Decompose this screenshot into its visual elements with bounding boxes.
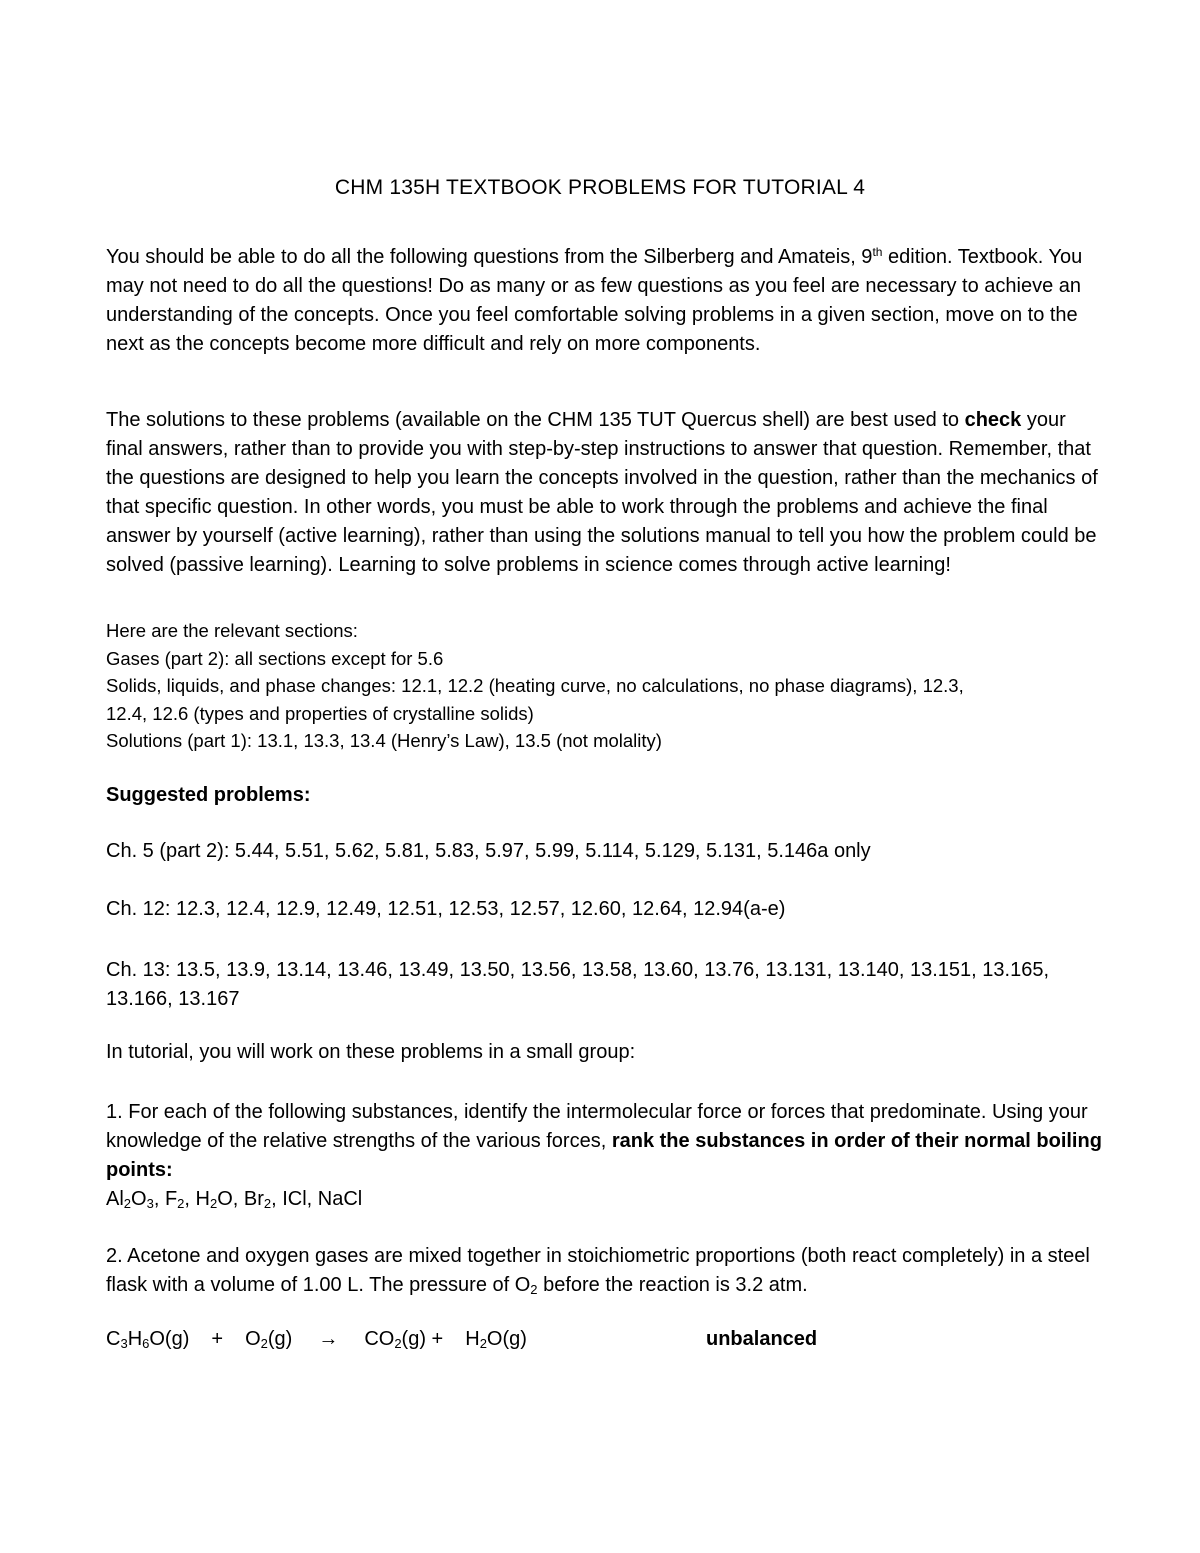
suggested-heading: Suggested problems: [106, 784, 311, 806]
formula-part: O [245, 1328, 261, 1350]
formula-part: C [106, 1328, 121, 1350]
formula-part: , F [153, 1188, 178, 1210]
formula-sub: 3 [120, 1336, 128, 1351]
formula-part: H [465, 1328, 480, 1350]
section-line: Solids, liquids, and phase changes: 12.1, 12.2 (heating curve, no calculations, no phase diagrams), 12.3, [106, 675, 964, 696]
reaction-equation [106, 1328, 1106, 1351]
product-co2 [364, 1328, 443, 1351]
solutions-text-b: your final answers, rather than to provide you with step-by-step instructions to answer that question. Remember, that the questions are designed to help you learn the concepts involved in the question, rather than the mechanics of that specific question. In other words, you must be able to work through the problems and achieve the final answer by yourself (active learning), rather than using the solutions manual to tell you how the problem could be solved (passive learning). Learning to solve problems in science comes through active learning! [106, 409, 1098, 576]
question-2 [106, 1242, 1106, 1300]
formula-part: (g) [267, 1328, 293, 1350]
formula-sub: 2 [394, 1336, 402, 1351]
relevant-sections [106, 617, 1106, 755]
section-line: Solutions (part 1): 13.1, 13.3, 13.4 (Henry’s Law), 13.5 (not molality) [106, 730, 662, 751]
formula-part: O [131, 1188, 147, 1210]
question-1-text: 1. For each of the following substances, identify the intermolecular force or forces that predominate. Using your knowledge of the relative strengths of the various forces, [106, 1101, 1088, 1152]
solutions-bold: check [964, 409, 1022, 431]
formula-part: H [127, 1328, 143, 1350]
question-1 [106, 1098, 1106, 1214]
solutions-paragraph [106, 406, 1106, 580]
formula-part: (g) + [401, 1328, 444, 1350]
formula-part: , Br [232, 1188, 264, 1210]
question-1-bold: rank the substances in order of their normal boiling points: [106, 1130, 1102, 1181]
formula-sub: 3 [146, 1196, 154, 1211]
reactant-acetone [106, 1328, 189, 1351]
formula-part: O(g) [486, 1328, 527, 1350]
formula-sub: 2 [479, 1336, 487, 1351]
formula-part: , H [184, 1188, 210, 1210]
tutorial-intro: In tutorial, you will work on these problems in a small group: [106, 1041, 636, 1063]
formula-sub: 2 [209, 1196, 218, 1211]
sections-heading: Here are the relevant sections: [106, 620, 358, 641]
reaction-arrow: → [318, 1328, 339, 1350]
formula-sub: 2 [123, 1196, 132, 1211]
intro-sup: th [872, 245, 883, 259]
plus-sign: + [211, 1328, 224, 1350]
problems-ch5: Ch. 5 (part 2): 5.44, 5.51, 5.62, 5.81, 5.83, 5.97, 5.99, 5.114, 5.129, 5.131, 5.146a only [106, 840, 871, 862]
formula-sub: 2 [260, 1336, 268, 1351]
formula-part: O(g) [149, 1328, 190, 1350]
unbalanced-label: unbalanced [706, 1328, 818, 1350]
formula-sub: 2 [263, 1196, 272, 1211]
intro-text-a: You should be able to do all the following questions from the Silberberg and Amateis, 9 [106, 246, 873, 268]
reactant-oxygen [245, 1328, 292, 1351]
formula-part: , ICl, NaCl [271, 1188, 363, 1210]
substance-list [106, 1188, 362, 1210]
problems-ch12: Ch. 12: 12.3, 12.4, 12.9, 12.49, 12.51, 12.53, 12.57, 12.60, 12.64, 12.94(a-e) [106, 898, 786, 920]
solutions-text-a: The solutions to these problems (available on the CHM 135 TUT Quercus shell) are best used to [106, 409, 965, 431]
page-title: CHM 135H TEXTBOOK PROBLEMS FOR TUTORIAL 4 [334, 176, 866, 199]
formula-sub: 2 [177, 1196, 185, 1211]
formula-part: Al [106, 1188, 124, 1210]
formula-part: O [217, 1188, 233, 1210]
product-water [465, 1328, 527, 1351]
section-line: 12.4, 12.6 (types and properties of crystalline solids) [106, 702, 534, 724]
intro-paragraph [106, 243, 1106, 359]
formula-sub: 6 [142, 1336, 150, 1351]
question-2-text-b: before the reaction is 3.2 atm. [537, 1274, 808, 1296]
problems-ch13: Ch. 13: 13.5, 13.9, 13.14, 13.46, 13.49, 13.50, 13.56, 13.58, 13.60, 13.76, 13.131, 13.140, 13.151, 13.165, 13.166, 13.167 [106, 959, 1049, 1010]
question-2-text-a: 2. Acetone and oxygen gases are mixed together in stoichiometric proportions (both react completely) in a steel flask with a volume of 1.00 L. The pressure of O [106, 1245, 1090, 1296]
question-2-sub: 2 [530, 1282, 538, 1297]
intro-text-b: edition. Textbook. You may not need to do all the questions! Do as many or as few questions as you feel are necessary to achieve an understanding of the concepts. Once you feel comfortable solving problems in a given section, move on to the next as the concepts become more difficult and rely on more components. [106, 246, 1083, 355]
section-line: Gases (part 2): all sections except for 5.6 [106, 647, 444, 669]
formula-part: CO [364, 1328, 395, 1350]
